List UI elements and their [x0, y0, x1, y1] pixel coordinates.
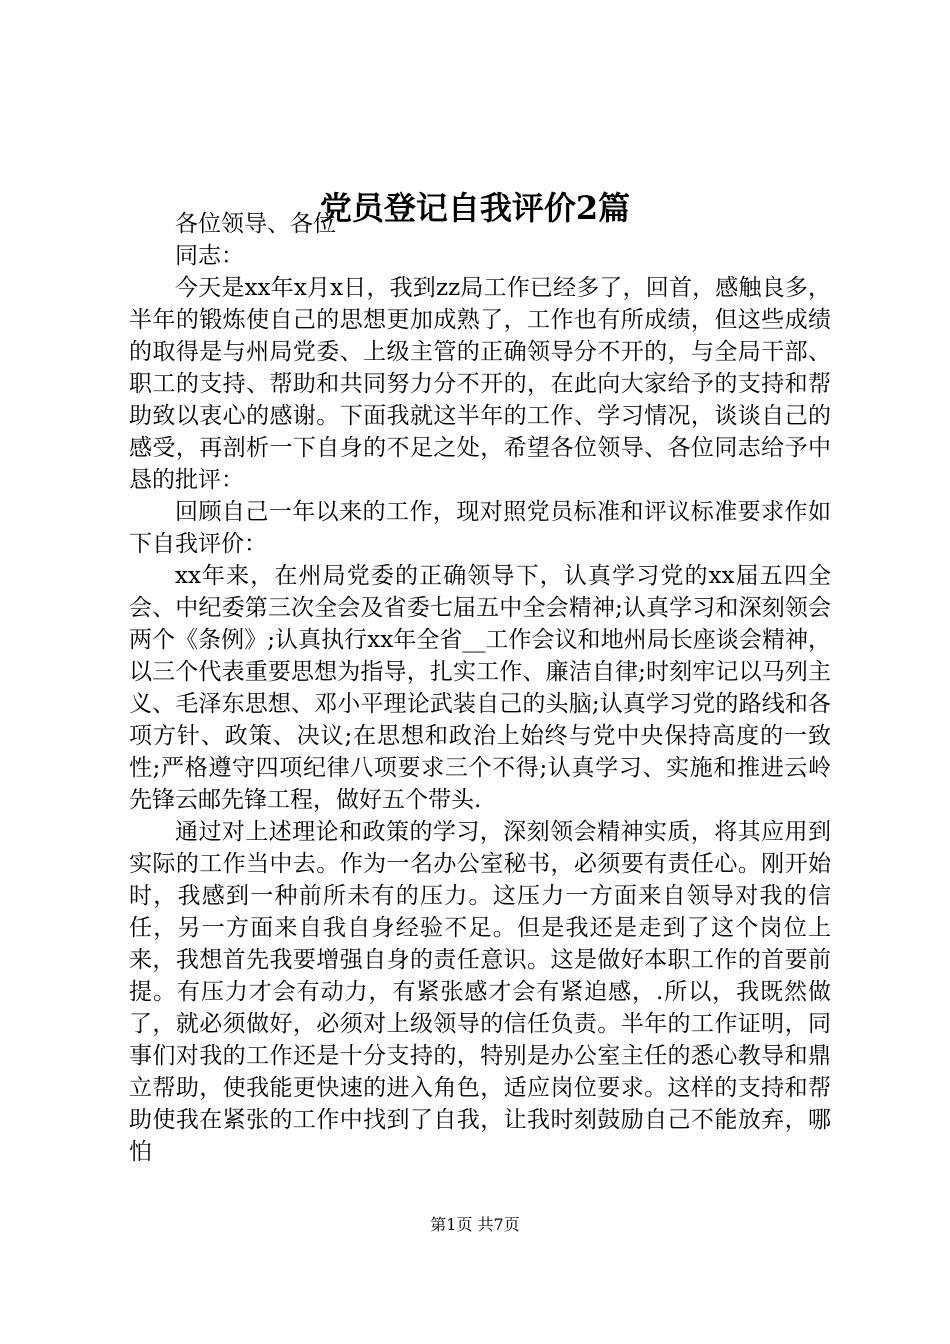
body-paragraph: 回顾自己一年以来的工作，现对照党员标准和评议标准要求作如下自我评价： — [129, 499, 831, 557]
body-paragraph: 通过对上述理论和政策的学习，深刻领会精神实质，将其应用到实际的工作当中去。作为一名办公室秘书，必须要有责任心。刚开始时，我感到一种前所未有的压力。这压力一方面来自领导对我的信任，另一方面来自我自身经验不足。但是我还是走到了这个岗位上来，我想首先我要增强自身的责任意识。这是做好本职工作的首要前提。有压力才会有动力，有紧张感才会有紧迫感，.所以，我既然做了，就必须做好，必须对上级领导的信任负责。半年的工作证明，同事们对我的工作还是十分支持的，特别是办公室主任的悉心教导和鼎立帮助，使我能更快速的进入角色，适应岗位要求。这样的支持和帮助使我在紧张的工作中找到了自我，让我时刻鼓励自己不能放弃，哪怕 — [129, 819, 831, 1165]
page-footer: 第1页 共7页 — [430, 1215, 520, 1234]
body-paragraph: xx年来，在州局党委的正确领导下，认真学习党的xx届五四全会、中纪委第三次全会及省委七届五中全会精神;认真学习和深刻领会两个《条例》;认真执行xx年全省__工作会议和地州局长座谈会精神，以三个代表重要思想为指导，扎实工作、廉洁自律;时刻牢记以马列主义、毛泽东思想、邓小平理论武装自己的头脑;认真学习党的路线和各项方针、政策、决议;在思想和政治上始终与党中央保持高度的一致性;严格遵守四项纪律八项要求三个不得;认真学习、实施和推进云岭先锋云邮先锋工程，做好五个带头. — [129, 563, 831, 813]
salutation-line-1: 各位领导、各位 — [175, 211, 336, 237]
salutation-line-2: 同志： — [175, 243, 244, 269]
body-paragraph: 今天是xx年x月x日，我到zz局工作已经多了，回首，感触良多，半年的锻炼使自己的思想更加成熟了，工作也有所成绩，但这些成绩的取得是与州局党委、上级主管的正确领导分不开的，与全局干部、职工的支持、帮助和共同努力分不开的，在此向大家给予的支持和帮助致以衷心的感谢。下面我就这半年的工作、学习情况，谈谈自己的感受，再剖析一下自身的不足之处，希望各位领导、各位同志给予中恳的批评： — [129, 275, 831, 493]
document-title: 党员登记自我评价2篇 — [319, 189, 631, 227]
document-body — [129, 208, 831, 1168]
